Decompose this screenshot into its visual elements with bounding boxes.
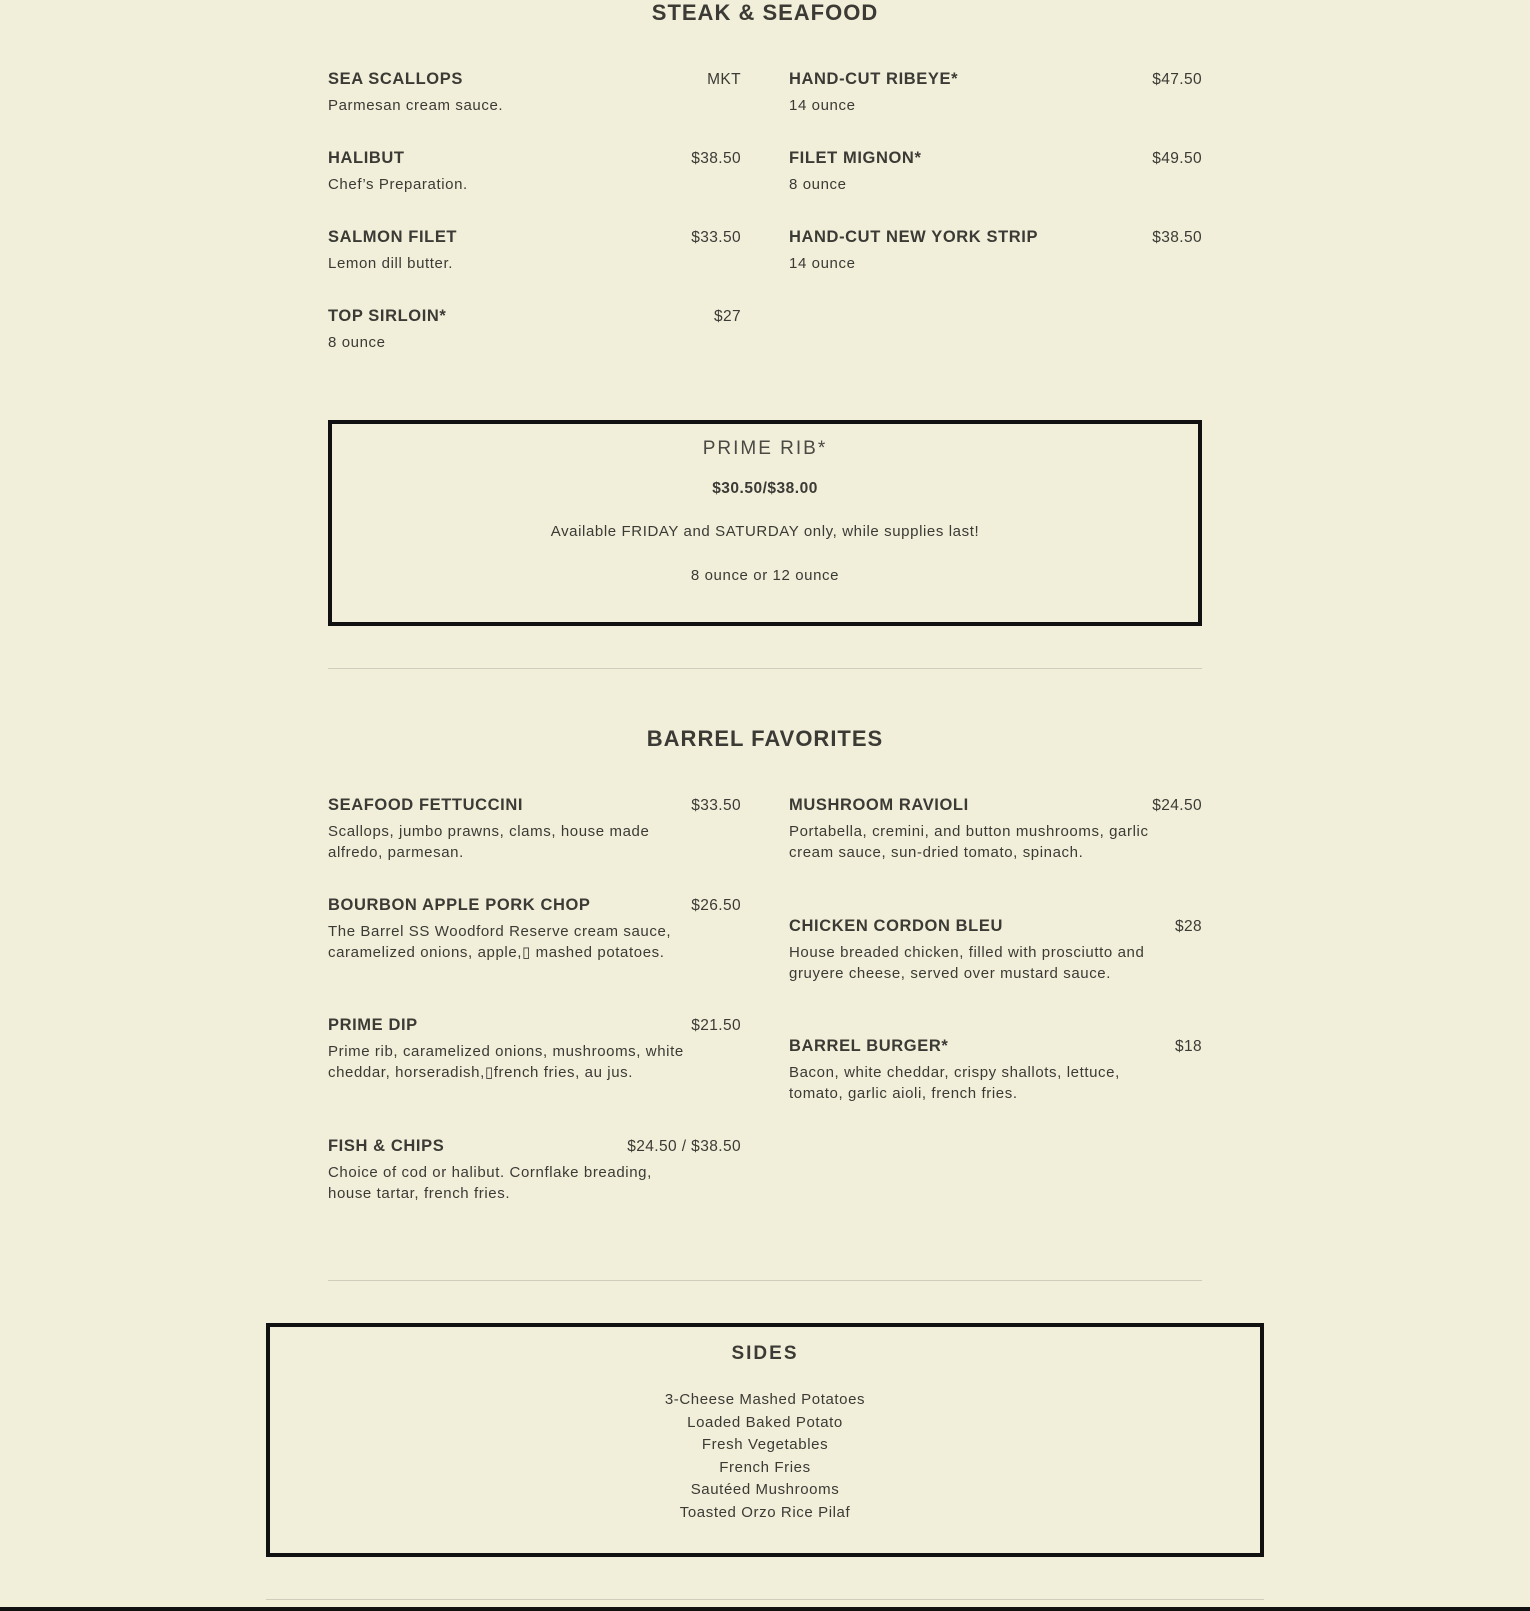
item-name: FISH & CHIPS xyxy=(328,1137,445,1155)
item-description: Scallops, jumbo prawns, clams, house made alfredo, parmesan. xyxy=(328,823,650,861)
item-description: Chef’s Preparation. xyxy=(328,176,468,193)
prime-rib-box xyxy=(328,420,1202,626)
item-price: $28 xyxy=(1174,918,1202,935)
menu-item xyxy=(789,796,1202,863)
item-name: BARREL BURGER* xyxy=(789,1037,949,1055)
item-name: TOP SIRLOIN* xyxy=(328,307,447,325)
divider xyxy=(328,1280,1202,1281)
item-name: SEAFOOD FETTUCCINI xyxy=(328,796,524,814)
item-description: 14 ounce xyxy=(789,97,856,114)
prime-rib-title: PRIME RIB* xyxy=(702,438,828,459)
divider xyxy=(266,1599,1264,1600)
menu-item xyxy=(789,70,1202,116)
divider xyxy=(328,668,1202,669)
side-item: Fresh Vegetables xyxy=(701,1436,829,1453)
menu-item xyxy=(328,307,741,353)
side-item: French Fries xyxy=(719,1458,811,1476)
menu-item xyxy=(328,228,741,274)
item-name: SALMON FILET xyxy=(328,228,458,246)
item-description: 8 ounce xyxy=(328,334,386,351)
item-description: Bacon, white cheddar, crispy shallots, lettuce, tomato, garlic aioli, french fries. xyxy=(789,1064,1120,1102)
menu-item xyxy=(789,228,1202,274)
item-description: House breaded chicken, filled with prosciutto and gruyere cheese, served over mustard sauce. xyxy=(789,944,1145,982)
item-price: $24.50 / $38.50 xyxy=(627,1138,741,1155)
item-description: Portabella, cremini, and button mushrooms, garlic cream sauce, sun-dried tomato, spinach. xyxy=(789,823,1149,861)
menu-item xyxy=(789,1037,1202,1104)
prime-rib-size: 8 ounce or 12 ounce xyxy=(690,567,840,584)
item-name: HAND-CUT RIBEYE* xyxy=(789,70,959,88)
item-price: $38.50 xyxy=(691,150,741,167)
item-description: Prime rib, caramelized onions, mushrooms, white cheddar, horseradish,▯french fries, au jus. xyxy=(328,1043,684,1081)
item-name: BOURBON APPLE PORK CHOP xyxy=(328,896,591,914)
menu-item xyxy=(328,1137,741,1204)
menu-item xyxy=(328,70,741,116)
sides-box xyxy=(266,1323,1264,1557)
item-name: SEA SCALLOPS xyxy=(328,70,463,88)
menu-item xyxy=(789,917,1202,984)
item-price: $38.50 xyxy=(1152,229,1202,246)
item-price: $18 xyxy=(1174,1038,1202,1055)
item-description: Lemon dill butter. xyxy=(328,255,454,272)
sides-title: SIDES xyxy=(731,1343,799,1364)
menu-item xyxy=(328,1016,741,1083)
item-name: PRIME DIP xyxy=(328,1016,418,1034)
item-description: The Barrel SS Woodford Reserve cream sauce, caramelized onions, apple,▯ mashed potatoes. xyxy=(328,923,672,961)
prime-rib-availability: Available FRIDAY and SATURDAY only, while supplies last! xyxy=(550,523,980,540)
item-price: $49.50 xyxy=(1152,150,1202,167)
item-price: $26.50 xyxy=(691,897,741,914)
item-description: 14 ounce xyxy=(789,255,856,272)
side-item: 3-Cheese Mashed Potatoes xyxy=(664,1391,866,1408)
item-description: Choice of cod or halibut. Cornflake breading, house tartar, french fries. xyxy=(328,1164,652,1202)
prime-rib-price: $30.50/$38.00 xyxy=(712,480,818,497)
item-price: $24.50 xyxy=(1152,797,1202,814)
item-name: HALIBUT xyxy=(328,149,405,167)
side-item: Toasted Orzo Rice Pilaf xyxy=(679,1503,851,1521)
section-title-barrel-favorites: BARREL FAVORITES xyxy=(646,726,884,751)
item-name: FILET MIGNON* xyxy=(789,149,922,167)
menu-item xyxy=(328,149,741,195)
item-price: MKT xyxy=(707,71,741,88)
sides-list xyxy=(270,1389,1260,1524)
item-name: MUSHROOM RAVIOLI xyxy=(789,796,969,814)
item-description: Parmesan cream sauce. xyxy=(328,97,504,114)
menu-item xyxy=(328,896,741,963)
menu-item xyxy=(328,796,741,863)
item-price: $33.50 xyxy=(691,797,741,814)
menu-item xyxy=(789,149,1202,195)
side-item: Sautéed Mushrooms xyxy=(690,1481,840,1498)
item-price: $47.50 xyxy=(1152,71,1202,88)
bottom-border xyxy=(0,1607,1530,1611)
item-name: CHICKEN CORDON BLEU xyxy=(789,917,1003,935)
side-item: Loaded Baked Potato xyxy=(687,1413,843,1431)
item-price: $21.50 xyxy=(691,1017,741,1034)
item-price: $33.50 xyxy=(691,229,741,246)
section-title-steak-seafood: STEAK & SEAFOOD xyxy=(651,0,879,25)
item-name: HAND-CUT NEW YORK STRIP xyxy=(789,228,1039,246)
item-price: $27 xyxy=(713,308,741,325)
item-description: 8 ounce xyxy=(789,176,847,193)
